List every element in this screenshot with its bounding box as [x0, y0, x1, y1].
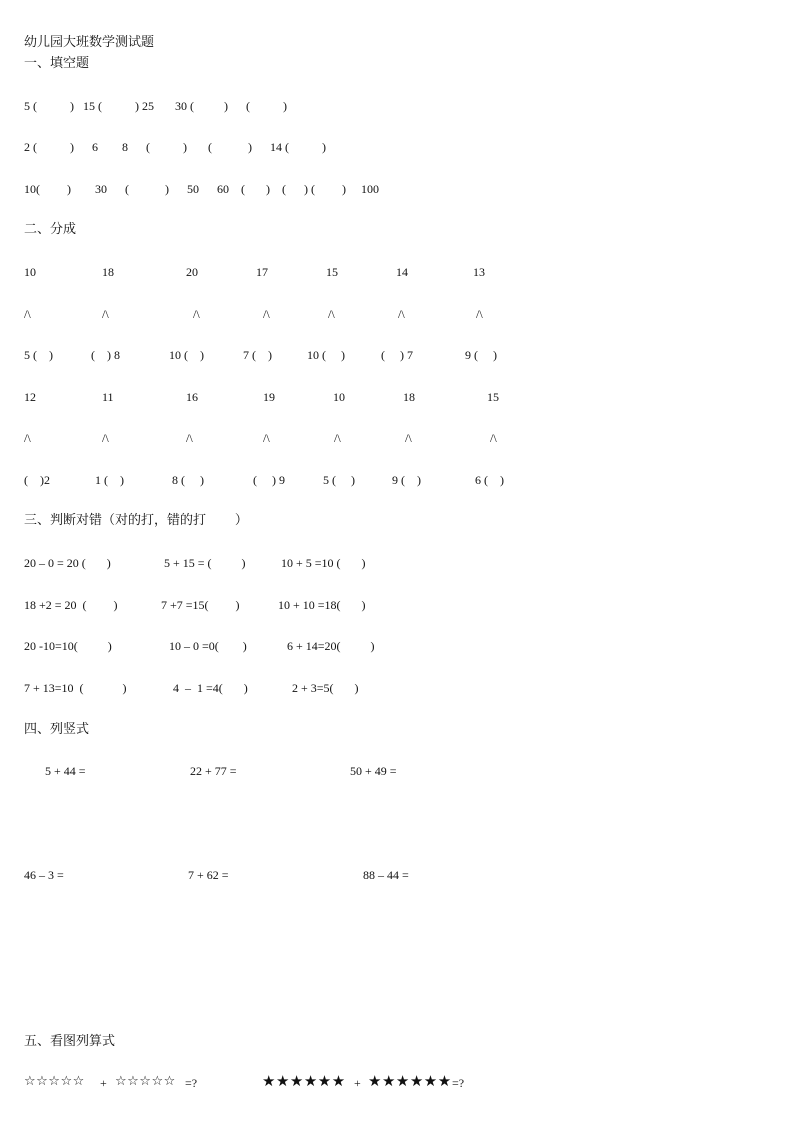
vertical-calc-item: 46 – 3 =: [24, 868, 64, 882]
split-number: 10: [333, 390, 345, 404]
split-number: 18: [403, 390, 415, 404]
judge-item: 7 + 13=10 ( ): [24, 681, 127, 695]
judge-item: 2 + 3=5( ): [292, 681, 359, 695]
split-mark: /\: [24, 307, 31, 321]
split-answer: ( ) 8: [91, 348, 120, 362]
split-answer: 5 ( ): [323, 473, 355, 487]
split-number: 10: [24, 265, 36, 279]
split-number: 15: [326, 265, 338, 279]
vertical-calc-item: 7 + 62 =: [188, 868, 229, 882]
fill-row-1: 5 ( ) 15 ( ) 25 30 ( ) ( ): [24, 99, 287, 113]
split-answer: 10 ( ): [307, 348, 345, 362]
split-number: 11: [102, 390, 114, 404]
judge-item: 5 + 15 = ( ): [164, 556, 246, 570]
judge-item: 7 +7 =15( ): [161, 598, 240, 612]
split-answer: 6 ( ): [475, 473, 504, 487]
plus-sign: +: [354, 1076, 361, 1090]
split-number: 16: [186, 390, 198, 404]
vertical-calc-item: 50 + 49 =: [350, 764, 397, 778]
judge-item: 20 -10=10( ): [24, 639, 112, 653]
split-answer: 9 ( ): [465, 348, 497, 362]
split-mark: /\: [263, 307, 270, 321]
split-number: 17: [256, 265, 268, 279]
split-mark: /\: [405, 431, 412, 445]
split-number: 18: [102, 265, 114, 279]
outline-stars-icon: ☆☆☆☆☆: [24, 1074, 85, 1089]
judge-item: 4 – 1 =4( ): [173, 681, 248, 695]
plus-sign: +: [100, 1076, 107, 1090]
split-mark: /\: [193, 307, 200, 321]
split-number: 12: [24, 390, 36, 404]
vertical-calc-item: 88 – 44 =: [363, 868, 409, 882]
equation-tail: =?: [185, 1076, 198, 1090]
section-2-heading: 二、分成: [24, 222, 77, 237]
split-number: 14: [396, 265, 408, 279]
section-3-heading: 三、判断对错（对的打，错的打 ）: [24, 513, 248, 528]
split-number: 19: [263, 390, 275, 404]
split-mark: /\: [24, 431, 31, 445]
section-1-heading: 一、填空题: [24, 56, 90, 71]
split-answer: ( ) 9: [253, 473, 285, 487]
judge-item: 6 + 14=20( ): [287, 639, 375, 653]
section-4-heading: 四、列竖式: [24, 722, 90, 737]
filled-stars-icon: ★★★★★★: [262, 1072, 346, 1090]
fill-row-2: 2 ( ) 6 8 ( ) ( ) 14 ( ): [24, 140, 326, 154]
judge-item: 20 – 0 = 20 ( ): [24, 556, 111, 570]
judge-item: 10 + 10 =18( ): [278, 598, 366, 612]
judge-item: 10 – 0 =0( ): [169, 639, 247, 653]
split-number: 20: [186, 265, 198, 279]
split-answer: ( ) 7: [381, 348, 413, 362]
judge-item: 18 +2 = 20 ( ): [24, 598, 118, 612]
equation-tail: =?: [452, 1076, 465, 1090]
filled-stars-icon: ★★★★★★: [368, 1072, 452, 1090]
split-number: 15: [487, 390, 499, 404]
split-mark: /\: [476, 307, 483, 321]
fill-row-3: 10( ) 30 ( ) 50 60 ( ) ( ) ( ) 100: [24, 182, 379, 196]
split-answer: 10 ( ): [169, 348, 204, 362]
split-number: 13: [473, 265, 485, 279]
section-5-heading: 五、看图列算式: [24, 1034, 116, 1049]
split-mark: /\: [490, 431, 497, 445]
split-answer: 9 ( ): [392, 473, 421, 487]
split-answer: 8 ( ): [172, 473, 204, 487]
split-answer: 5 ( ): [24, 348, 53, 362]
split-mark: /\: [328, 307, 335, 321]
split-mark: /\: [398, 307, 405, 321]
judge-item: 10 + 5 =10 ( ): [281, 556, 366, 570]
split-answer: 1 ( ): [95, 473, 124, 487]
split-mark: /\: [186, 431, 193, 445]
outline-stars-icon: ☆☆☆☆☆: [115, 1074, 176, 1089]
vertical-calc-item: 22 + 77 =: [190, 764, 237, 778]
split-answer: ( )2: [24, 473, 50, 487]
page-title: 幼儿园大班数学测试题: [24, 35, 155, 50]
split-mark: /\: [102, 431, 109, 445]
split-mark: /\: [334, 431, 341, 445]
split-mark: /\: [102, 307, 109, 321]
split-mark: /\: [263, 431, 270, 445]
split-answer: 7 ( ): [243, 348, 272, 362]
vertical-calc-item: 5 + 44 =: [45, 764, 86, 778]
